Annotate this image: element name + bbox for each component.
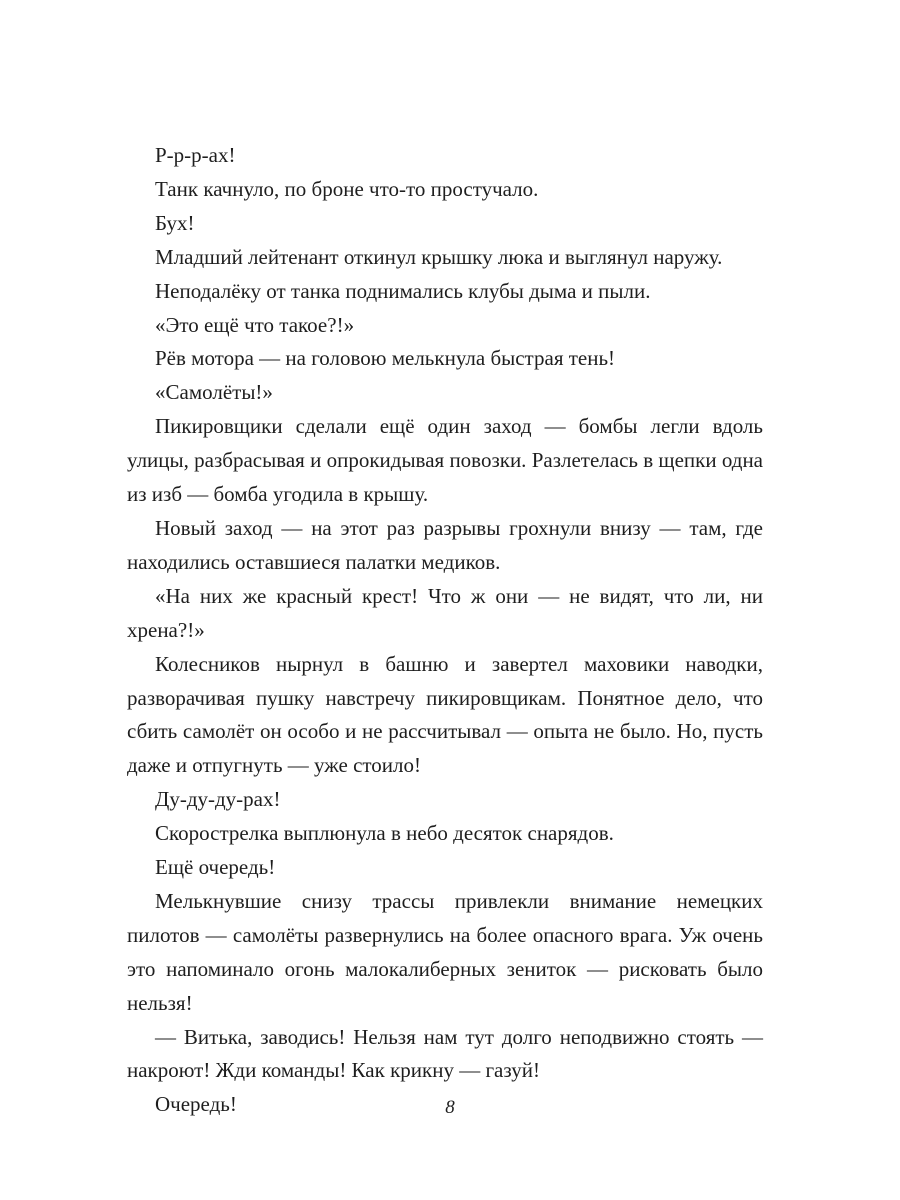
paragraph: Неподалёку от танка поднимались клубы дыма и пыли. [155, 278, 651, 303]
paragraph: Скорострелка выплюнула в небо десяток снарядов. [155, 821, 614, 846]
paragraph: Ду-ду-ду-рах! [155, 787, 281, 812]
paragraph: Очередь! [155, 1092, 237, 1117]
paragraph: Танк качнуло, по броне что-то простучало. [155, 176, 539, 201]
paragraph: Младший лейтенант откинул крышку люка и выглянул наружу. [155, 244, 723, 269]
paragraph: «На них же красный крест! Что ж они — не видят, что ли, ни хрена?!» [127, 583, 763, 642]
paragraph: Бух! [155, 210, 195, 235]
paragraph: Пикировщики сделали ещё один заход — бомбы легли вдоль улицы, разбрасывая и опрокидывая повозки. Разлетелась в щепки одна из изб — бомба угодила в крышу. [127, 414, 763, 507]
paragraph: «Самолёты!» [155, 380, 273, 405]
paragraph: «Это ещё что такое?!» [155, 312, 355, 337]
paragraph: — Витька, заводись! Нельзя нам тут долго неподвижно стоять — накроют! Жди команды! Как крикну — газуй! [127, 1024, 763, 1083]
paragraph: Колесников нырнул в башню и завертел маховики наводки, разворачивая пушку навстречу пикировщикам. Понятное дело, что сбить самолёт он особо и не рассчитывал — опыта не было. Но, пусть даже и отпугнуть — уже стоило! [127, 651, 763, 778]
paragraph: Рёв мотора — на головою мелькнула быстрая тень! [155, 346, 616, 371]
paragraph: Мелькнувшие снизу трассы привлекли внимание немецких пилотов — самолёты развернулись на более опасного врага. Уж очень это напоминало огонь малокалиберных зениток — рисковать было нельзя! [127, 888, 763, 1015]
paragraph: Новый заход — на этот раз разрывы грохнули внизу — там, где находились оставшиеся палатки медиков. [127, 515, 763, 574]
page-body-text [127, 139, 763, 1122]
paragraph: Ещё очередь! [155, 855, 276, 880]
page-number: 8 [445, 1097, 455, 1118]
paragraph: Р-р-р-ах! [155, 143, 236, 167]
